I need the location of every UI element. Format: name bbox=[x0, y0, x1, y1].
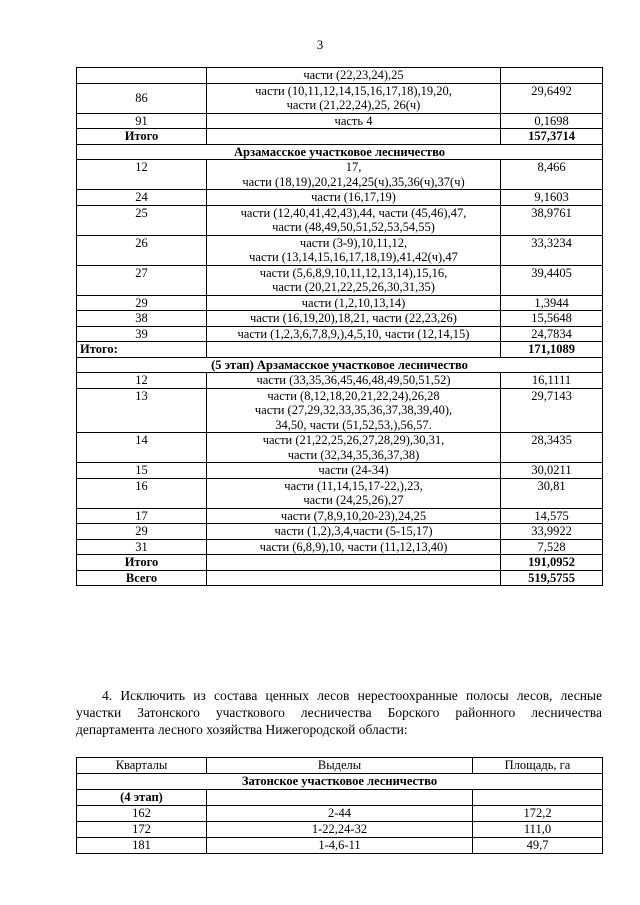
area-cell: 33,9922 bbox=[501, 524, 603, 540]
table-row bbox=[77, 83, 603, 113]
vydely-cell: части (12,40,41,42,43),44, части (45,46),47, части (48,49,50,51,52,53,54,55) bbox=[207, 205, 501, 235]
total-row bbox=[77, 129, 603, 145]
paragraph-item-4: 4. Исключить из состава ценных лесов нерестоохранные полосы лесов, лесные участки Затонского участкового лесничества Борского районного лесничества департамента лесного хозяйства Нижегородской области: bbox=[76, 688, 602, 737]
kvartal-cell: 13 bbox=[77, 388, 207, 433]
total-area: 519,5755 bbox=[501, 570, 603, 586]
table-row bbox=[77, 539, 603, 555]
kvartal-cell: 26 bbox=[77, 235, 207, 265]
area-cell: 49,7 bbox=[473, 838, 603, 854]
area-cell: 29,7143 bbox=[501, 388, 603, 433]
area-cell bbox=[501, 68, 603, 84]
section-title: Затонское участковое лесничество bbox=[77, 774, 603, 790]
area-cell: 1,3944 bbox=[501, 295, 603, 311]
vydely-cell: части (3-9),10,11,12, части (13,14,15,16,17,18,19),41,42(ч),47 bbox=[207, 235, 501, 265]
header-area: Площадь, га bbox=[473, 758, 603, 774]
table-row bbox=[77, 822, 603, 838]
area-cell: 15,5648 bbox=[501, 311, 603, 327]
kvartal-cell: 29 bbox=[77, 524, 207, 540]
kvartal-cell: 31 bbox=[77, 539, 207, 555]
section-row bbox=[77, 774, 603, 790]
vydely-cell: части (33,35,36,45,46,48,49,50,51,52) bbox=[207, 373, 501, 389]
area-cell: 30,0211 bbox=[501, 463, 603, 479]
total-area: 191,0952 bbox=[501, 555, 603, 571]
header-vydely: Выделы bbox=[207, 758, 473, 774]
kvartal-cell: 172 bbox=[77, 822, 207, 838]
table-row bbox=[77, 68, 603, 84]
area-cell: 111,0 bbox=[473, 822, 603, 838]
zatonskoe-table bbox=[76, 757, 603, 854]
empty-cell bbox=[207, 570, 501, 586]
total-label: Всего bbox=[77, 570, 207, 586]
table-row bbox=[77, 326, 603, 342]
table-row bbox=[77, 433, 603, 463]
kvartal-cell bbox=[77, 68, 207, 84]
vydely-cell: части (24-34) bbox=[207, 463, 501, 479]
kvartal-cell: 39 bbox=[77, 326, 207, 342]
empty-cell bbox=[207, 555, 501, 571]
vydely-cell: 17, части (18,19),20,21,24,25(ч),35,36(ч),37(ч) bbox=[207, 160, 501, 190]
empty-cell bbox=[207, 129, 501, 145]
vydely-cell: части (21,22,25,26,27,28,29),30,31, части (32,34,35,36,37,38) bbox=[207, 433, 501, 463]
area-cell: 29,6492 bbox=[501, 83, 603, 113]
area-cell: 24,7834 bbox=[501, 326, 603, 342]
vydely-cell: части (11,14,15,17-22,),23, части (24,25,26),27 bbox=[207, 478, 501, 508]
table-row bbox=[77, 113, 603, 129]
vydely-cell: части (1,2,3,6,7,8,9,),4,5,10, части (12,14,15) bbox=[207, 326, 501, 342]
area-cell: 39,4405 bbox=[501, 265, 603, 295]
area-cell: 8,466 bbox=[501, 160, 603, 190]
total-row bbox=[77, 555, 603, 571]
table-row bbox=[77, 463, 603, 479]
table-row bbox=[77, 373, 603, 389]
vydely-cell: части (6,8,9),10, части (11,12,13,40) bbox=[207, 539, 501, 555]
vydely-cell: части (22,23,24),25 bbox=[207, 68, 501, 84]
total-label: Итого bbox=[77, 555, 207, 571]
kvartal-cell: 16 bbox=[77, 478, 207, 508]
table-row bbox=[77, 265, 603, 295]
kvartal-cell: 162 bbox=[77, 806, 207, 822]
forest-areas-table bbox=[76, 67, 603, 586]
kvartal-cell: 91 bbox=[77, 113, 207, 129]
table-row bbox=[77, 160, 603, 190]
empty-cell bbox=[207, 342, 501, 358]
vydely-cell: 2-44 bbox=[207, 806, 473, 822]
table-row bbox=[77, 235, 603, 265]
page-number: 3 bbox=[316, 37, 324, 52]
table-row bbox=[77, 478, 603, 508]
area-cell: 16,1111 bbox=[501, 373, 603, 389]
kvartal-cell: 15 bbox=[77, 463, 207, 479]
area-cell: 9,1603 bbox=[501, 190, 603, 206]
stage-row bbox=[77, 790, 603, 806]
total-row bbox=[77, 570, 603, 586]
vydely-cell: части (16,17,19) bbox=[207, 190, 501, 206]
vydely-cell: части (10,11,12,14,15,16,17,18),19,20, части (21,22,24),25, 26(ч) bbox=[207, 83, 501, 113]
table-row bbox=[77, 524, 603, 540]
area-cell: 28,3435 bbox=[501, 433, 603, 463]
vydely-cell: части (8,12,18,20,21,22,24),26,28 части (27,29,32,33,35,36,37,38,39,40), 34,50, части (51,52,53,),56,57. bbox=[207, 388, 501, 433]
vydely-cell: части (16,19,20),18,21, части (22,23,26) bbox=[207, 311, 501, 327]
section-title: (5 этап) Арзамасское участковое лесничество bbox=[77, 357, 603, 373]
total-label: Итого bbox=[77, 129, 207, 145]
total-label: Итого: bbox=[77, 342, 207, 358]
kvartal-cell: 12 bbox=[77, 160, 207, 190]
area-cell: 38,9761 bbox=[501, 205, 603, 235]
section-row bbox=[77, 357, 603, 373]
vydely-cell: 1-22,24-32 bbox=[207, 822, 473, 838]
table-row bbox=[77, 311, 603, 327]
total-area: 157,3714 bbox=[501, 129, 603, 145]
kvartal-cell: 29 bbox=[77, 295, 207, 311]
kvartal-cell: 86 bbox=[77, 83, 207, 113]
vydely-cell: части (1,2),3,4,части (5-15,17) bbox=[207, 524, 501, 540]
table-header-row bbox=[77, 758, 603, 774]
stage-label: (4 этап) bbox=[77, 790, 207, 806]
table-row bbox=[77, 838, 603, 854]
kvartal-cell: 17 bbox=[77, 508, 207, 524]
table-row bbox=[77, 388, 603, 433]
area-cell: 33,3234 bbox=[501, 235, 603, 265]
kvartal-cell: 181 bbox=[77, 838, 207, 854]
header-kvartaly: Кварталы bbox=[77, 758, 207, 774]
vydely-cell: части (5,6,8,9,10,11,12,13,14),15,16, части (20,21,22,25,26,30,31,35) bbox=[207, 265, 501, 295]
total-area: 171,1089 bbox=[501, 342, 603, 358]
table-row bbox=[77, 508, 603, 524]
area-cell: 30,81 bbox=[501, 478, 603, 508]
kvartal-cell: 24 bbox=[77, 190, 207, 206]
vydely-cell: части (1,2,10,13,14) bbox=[207, 295, 501, 311]
table-row bbox=[77, 295, 603, 311]
kvartal-cell: 25 bbox=[77, 205, 207, 235]
kvartal-cell: 12 bbox=[77, 373, 207, 389]
vydely-cell: части (7,8,9,10,20-23),24,25 bbox=[207, 508, 501, 524]
vydely-cell: часть 4 bbox=[207, 113, 501, 129]
area-cell: 172,2 bbox=[473, 806, 603, 822]
section-row bbox=[77, 144, 603, 160]
total-row bbox=[77, 342, 603, 358]
kvartal-cell: 14 bbox=[77, 433, 207, 463]
area-cell: 14,575 bbox=[501, 508, 603, 524]
section-title: Арзамасское участковое лесничество bbox=[77, 144, 603, 160]
kvartal-cell: 27 bbox=[77, 265, 207, 295]
table-row bbox=[77, 190, 603, 206]
table-row bbox=[77, 806, 603, 822]
area-cell: 7,528 bbox=[501, 539, 603, 555]
vydely-cell: 1-4,6-11 bbox=[207, 838, 473, 854]
kvartal-cell: 38 bbox=[77, 311, 207, 327]
table-row bbox=[77, 205, 603, 235]
area-cell: 0,1698 bbox=[501, 113, 603, 129]
